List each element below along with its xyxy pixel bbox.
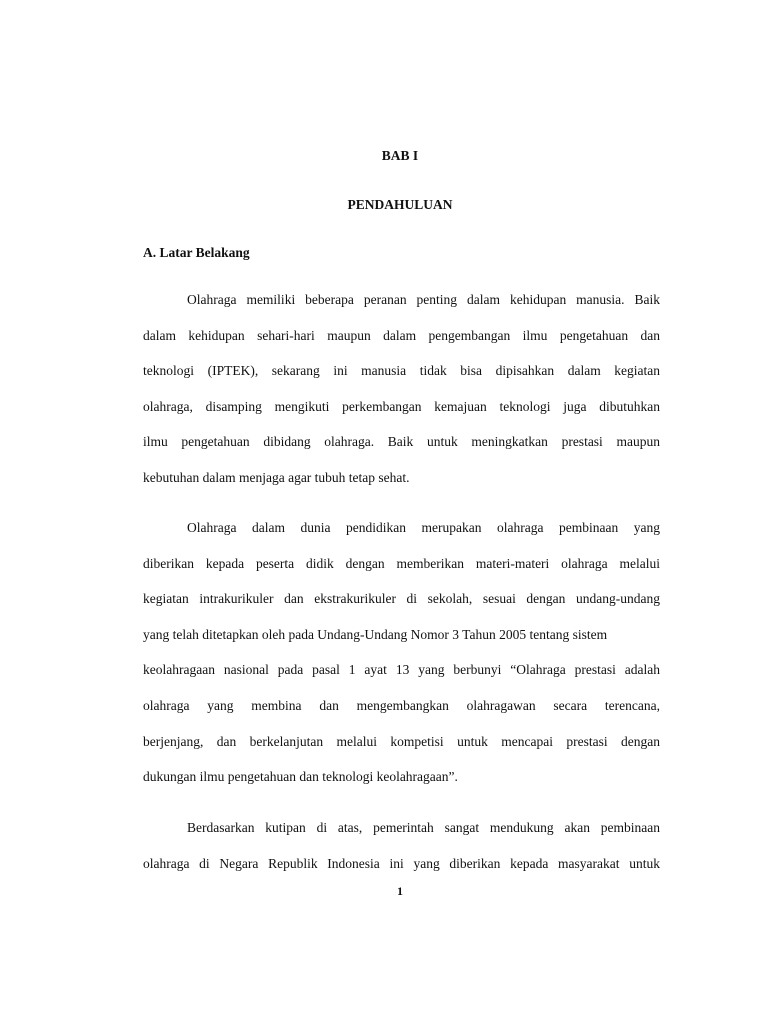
paragraph-line: keolahragaan nasional pada pasal 1 ayat 13 yang berbunyi “Olahraga prestasi adalah: [143, 662, 660, 678]
page-number: 1: [397, 884, 403, 898]
paragraph-line: kebutuhan dalam menjaga agar tubuh tetap sehat.: [143, 469, 410, 485]
paragraph-line: Olahraga dalam dunia pendidikan merupakan olahraga pembinaan yang: [187, 520, 660, 535]
paragraph-line: ilmu pengetahuan dibidang olahraga. Baik untuk meningkatkan prestasi maupun: [143, 434, 660, 450]
paragraph-line: olahraga yang membina dan mengembangkan olahragawan secara terencana,: [143, 697, 660, 713]
paragraph-line: teknologi (IPTEK), sekarang ini manusia tidak bisa dipisahkan dalam kegiatan: [143, 363, 660, 379]
paragraph-line: olahraga, disamping mengikuti perkembangan kemajuan teknologi juga dibutuhkan: [143, 398, 660, 414]
paragraph-line: kegiatan intrakurikuler dan ekstrakurikuler di sekolah, sesuai dengan undang-undang: [143, 591, 660, 607]
paragraph-line: dukungan ilmu pengetahuan dan teknologi keolahragaan”.: [143, 769, 458, 785]
chapter-title: PENDAHULUAN: [347, 197, 453, 212]
paragraph-2: [143, 510, 660, 795]
paragraph-line: Berdasarkan kutipan di atas, pemerintah sangat mendukung akan pembinaan: [187, 820, 660, 835]
paragraph-3: [143, 810, 660, 881]
paragraph-1: [143, 282, 660, 496]
paragraph-line: dalam kehidupan sehari-hari maupun dalam pengembangan ilmu pengetahuan dan: [143, 327, 660, 343]
paragraph-line: olahraga di Negara Republik Indonesia ini yang diberikan kepada masyarakat untuk: [143, 855, 660, 871]
paragraph-line: Olahraga memiliki beberapa peranan penting dalam kehidupan manusia. Baik: [187, 292, 660, 307]
section-heading: A. Latar Belakang: [143, 245, 250, 260]
chapter-label: BAB I: [381, 148, 419, 163]
paragraph-line: yang telah ditetapkan oleh pada Undang-Undang Nomor 3 Tahun 2005 tentang sistem: [143, 626, 608, 642]
paragraph-line: berjenjang, dan berkelanjutan melalui kompetisi untuk mencapai prestasi dengan: [143, 733, 660, 749]
paragraph-line: diberikan kepada peserta didik dengan memberikan materi-materi olahraga melalui: [143, 555, 660, 571]
